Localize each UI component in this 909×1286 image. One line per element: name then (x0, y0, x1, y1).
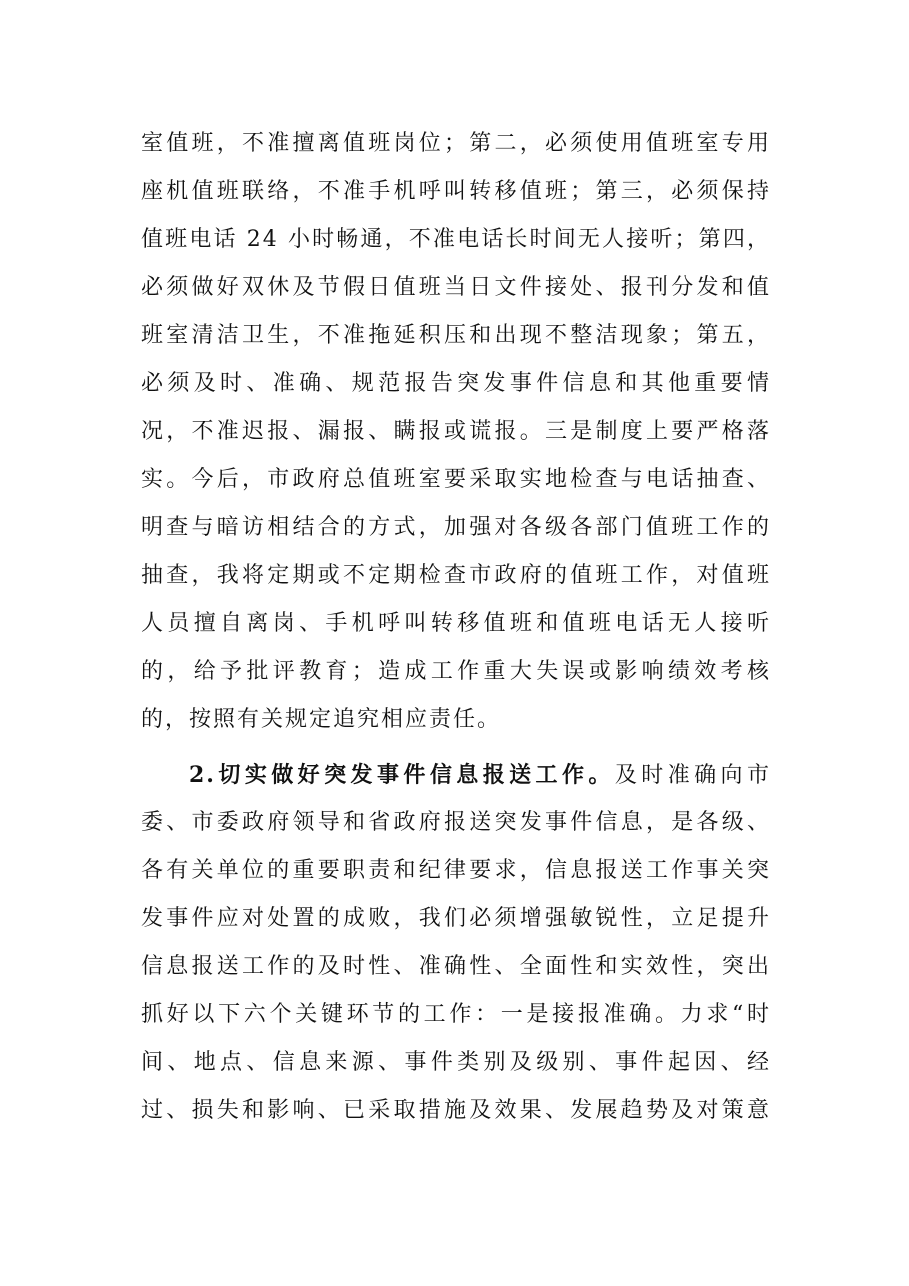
text-line: 委、市委政府领导和省政府报送突发事件信息，是各级、 (141, 810, 771, 835)
paragraph-incident-reporting (141, 751, 771, 1135)
text-line: 的，给予批评教育；造成工作重大失误或影响绩效考核 (141, 659, 771, 684)
text-line: 各有关单位的重要职责和纪律要求，信息报送工作事关突 (141, 858, 771, 883)
text-line: 抽查，我将定期或不定期检查市政府的值班工作，对值班 (141, 563, 771, 588)
text-line: 过、损失和影响、已采取措施及效果、发展趋势及对策意 (141, 1098, 771, 1123)
text-line: 间、地点、信息来源、事件类别及级别、事件起因、经 (141, 1050, 771, 1075)
paragraph-duty-rules (141, 120, 771, 744)
text-line: 值班电话 24 小时畅通，不准电话长时间无人接听；第四， (141, 227, 771, 252)
text-line: 必须及时、准确、规范报告突发事件信息和其他重要情 (141, 371, 771, 396)
text-line-last: 的，按照有关规定追究相应责任。 (141, 707, 502, 732)
text-line: 座机值班联络，不准手机呼叫转移值班；第三，必须保持 (141, 179, 771, 204)
text-line: 班室清洁卫生，不准拖延积压和出现不整洁现象；第五， (141, 323, 771, 348)
text-line: 实。今后，市政府总值班室要采取实地检查与电话抽查、 (141, 467, 771, 492)
text-line: 发事件应对处置的成败，我们必须增强敏锐性，立足提升 (141, 906, 771, 931)
text-line: 明查与暗访相结合的方式，加强对各级各部门值班工作的 (141, 515, 771, 540)
text-line: 必须做好双休及节假日值班当日文件接处、报刊分发和值 (141, 275, 771, 300)
text-line: 抓好以下六个关键环节的工作：一是接报准确。力求“时 (141, 1002, 771, 1027)
text-line: 室值班，不准擅离值班岗位；第二，必须使用值班室专用 (141, 131, 771, 156)
heading-line (141, 751, 771, 799)
text-line: 人员擅自离岗、手机呼叫转移值班和值班电话无人接听 (141, 611, 771, 636)
text-line: 信息报送工作的及时性、准确性、全面性和实效性，突出 (141, 954, 771, 979)
section-heading: 2.切实做好突发事件信息报送工作。 (189, 762, 615, 788)
text-line: 况，不准迟报、漏报、瞒报或谎报。三是制度上要严格落 (141, 419, 771, 444)
heading-line-rest: 及时准确向市 (614, 763, 771, 788)
